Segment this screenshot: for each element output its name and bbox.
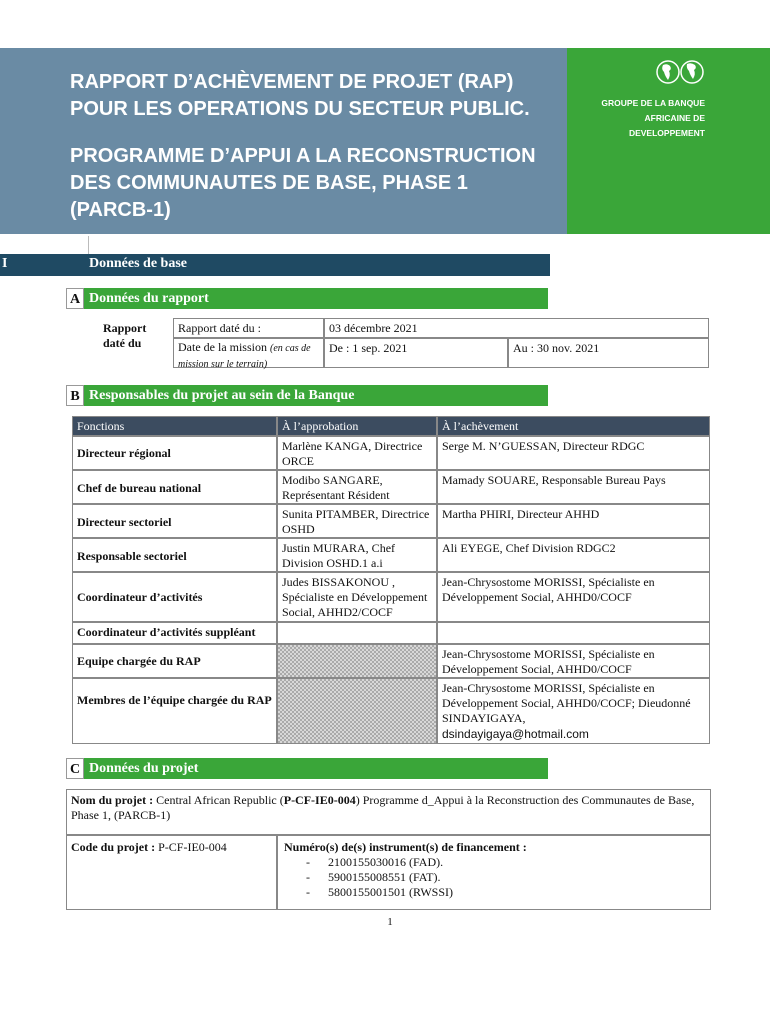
subtitle-line-1: PROGRAMME D’APPUI A LA RECONSTRUCTION <box>70 145 536 167</box>
page-number: 1 <box>387 916 393 928</box>
table-row-completion: Serge M. N’GUESSAN, Directeur RDGC <box>437 436 710 470</box>
subtitle-line-3: (PARCB-1) <box>70 199 171 221</box>
table-row-role: Directeur sectoriel <box>72 504 277 538</box>
mission-date-to: Au : 30 nov. 2021 <box>508 338 709 368</box>
report-banner <box>0 48 567 234</box>
divider <box>88 236 89 254</box>
table-row-role: Responsable sectoriel <box>72 538 277 572</box>
col-header-functions: Fonctions <box>72 416 277 436</box>
financing-instruments-cell <box>277 835 711 910</box>
org-line-1: GROUPE DE LA BANQUE <box>601 98 705 108</box>
table-row-approval: Justin MURARA, Chef Division OSHD.1 a.i <box>277 538 437 572</box>
report-date-label: Rapport daté du <box>103 321 147 350</box>
table-row-completion: Jean-Chrysostome MORISSI, Spécialiste en Développement Social, AHHD0/COCF; Dieudonné SINDAYIGAYA, dsindayigaya@hotmail.com <box>437 678 710 744</box>
table-row-completion: Mamady SOUARE, Responsable Bureau Pays <box>437 470 710 504</box>
section-c-title: Données du projet <box>84 758 548 779</box>
mission-note: (en cas de mission sur le terrain) <box>178 343 311 370</box>
mission-date-from: De : 1 sep. 2021 <box>324 338 508 368</box>
instrument-list <box>284 855 704 900</box>
programme-title <box>70 143 565 224</box>
table-row-approval-shaded <box>277 644 437 678</box>
section-a-letter: A <box>66 288 84 309</box>
table-row-approval-shaded <box>277 678 437 744</box>
section-a-title: Données du rapport <box>84 288 548 309</box>
list-item: - 5900155008551 (FAT). <box>306 870 441 884</box>
project-name-post: ) Programme d_Appui à la Reconstruction des Communautes de Base, Phase 1, (PARCB-1) <box>71 793 695 822</box>
table-row-approval: Modibo SANGARE, Représentant Résident <box>277 470 437 504</box>
table-row-approval: Marlène KANGA, Directrice ORCE <box>277 436 437 470</box>
section-c-letter: C <box>66 758 84 779</box>
project-code-value: P-CF-IE0-004 <box>158 840 227 854</box>
table-row-approval: Sunita PITAMBER, Directrice OSHD <box>277 504 437 538</box>
table-row-approval <box>277 622 437 644</box>
report-title <box>70 69 560 123</box>
afdb-globe-logo-icon <box>655 58 705 86</box>
report-date-value: 03 décembre 2021 <box>324 318 709 338</box>
table-row-role: Chef de bureau national <box>72 470 277 504</box>
table-row-completion: Martha PHIRI, Directeur AHHD <box>437 504 710 538</box>
mission-date-label: Date de la mission (en cas de mission sur le terrain) <box>173 338 324 368</box>
project-name-code: P-CF-IE0-004 <box>283 793 356 807</box>
financing-instruments-label: Numéro(s) de(s) instrument(s) de financement : <box>284 840 527 854</box>
project-code-label: Code du projet : <box>71 840 159 854</box>
list-item: - 5800155001501 (RWSSI) <box>306 885 454 899</box>
project-name-label: Nom du projet : <box>71 793 157 807</box>
report-date-field-label: Rapport daté du : <box>173 318 324 338</box>
table-row-role: Coordinateur d’activités suppléant <box>72 622 277 644</box>
project-name-pre: Central African Republic ( <box>156 793 284 807</box>
section-main-title: Données de base <box>89 256 188 271</box>
section-b-letter: B <box>66 385 84 406</box>
section-main-bar <box>0 254 550 276</box>
table-row-completion <box>437 622 710 644</box>
afdb-logo-block <box>567 48 770 234</box>
section-b-title: Responsables du projet au sein de la Banque <box>84 385 548 406</box>
title-line-2: POUR LES OPERATIONS DU SECTEUR PUBLIC. <box>70 98 530 120</box>
section-main-number: I <box>2 256 8 271</box>
title-line-1: RAPPORT D’ACHÈVEMENT DE PROJET (RAP) <box>70 71 514 93</box>
table-row-completion: Jean-Chrysostome MORISSI, Spécialiste en Développement Social, AHHD0/COCF <box>437 572 710 622</box>
col-header-completion: À l’achèvement <box>437 416 710 436</box>
table-row-role: Membres de l’équipe chargée du RAP <box>72 678 277 744</box>
col-header-approval: À l’approbation <box>277 416 437 436</box>
table-row-approval: Judes BISSAKONOU , Spécialiste en Développement Social, AHHD2/COCF <box>277 572 437 622</box>
table-row-role: Directeur régional <box>72 436 277 470</box>
table-row-role: Coordinateur d’activités <box>72 572 277 622</box>
team-member-email[interactable]: dsindayigaya@hotmail.com <box>442 727 589 741</box>
org-line-2: AFRICAINE DE <box>644 113 705 123</box>
table-row-role: Equipe chargée du RAP <box>72 644 277 678</box>
project-name-cell <box>66 789 711 835</box>
table-row-completion: Jean-Chrysostome MORISSI, Spécialiste en Développement Social, AHHD0/COCF <box>437 644 710 678</box>
list-item: - 2100155030016 (FAD). <box>306 855 444 869</box>
organisation-name <box>587 96 705 141</box>
table-row-completion: Ali EYEGE, Chef Division RDGC2 <box>437 538 710 572</box>
subtitle-line-2: DES COMMUNAUTES DE BASE, PHASE 1 <box>70 172 468 194</box>
org-line-3: DEVELOPPEMENT <box>628 128 705 138</box>
project-code-cell <box>66 835 277 910</box>
